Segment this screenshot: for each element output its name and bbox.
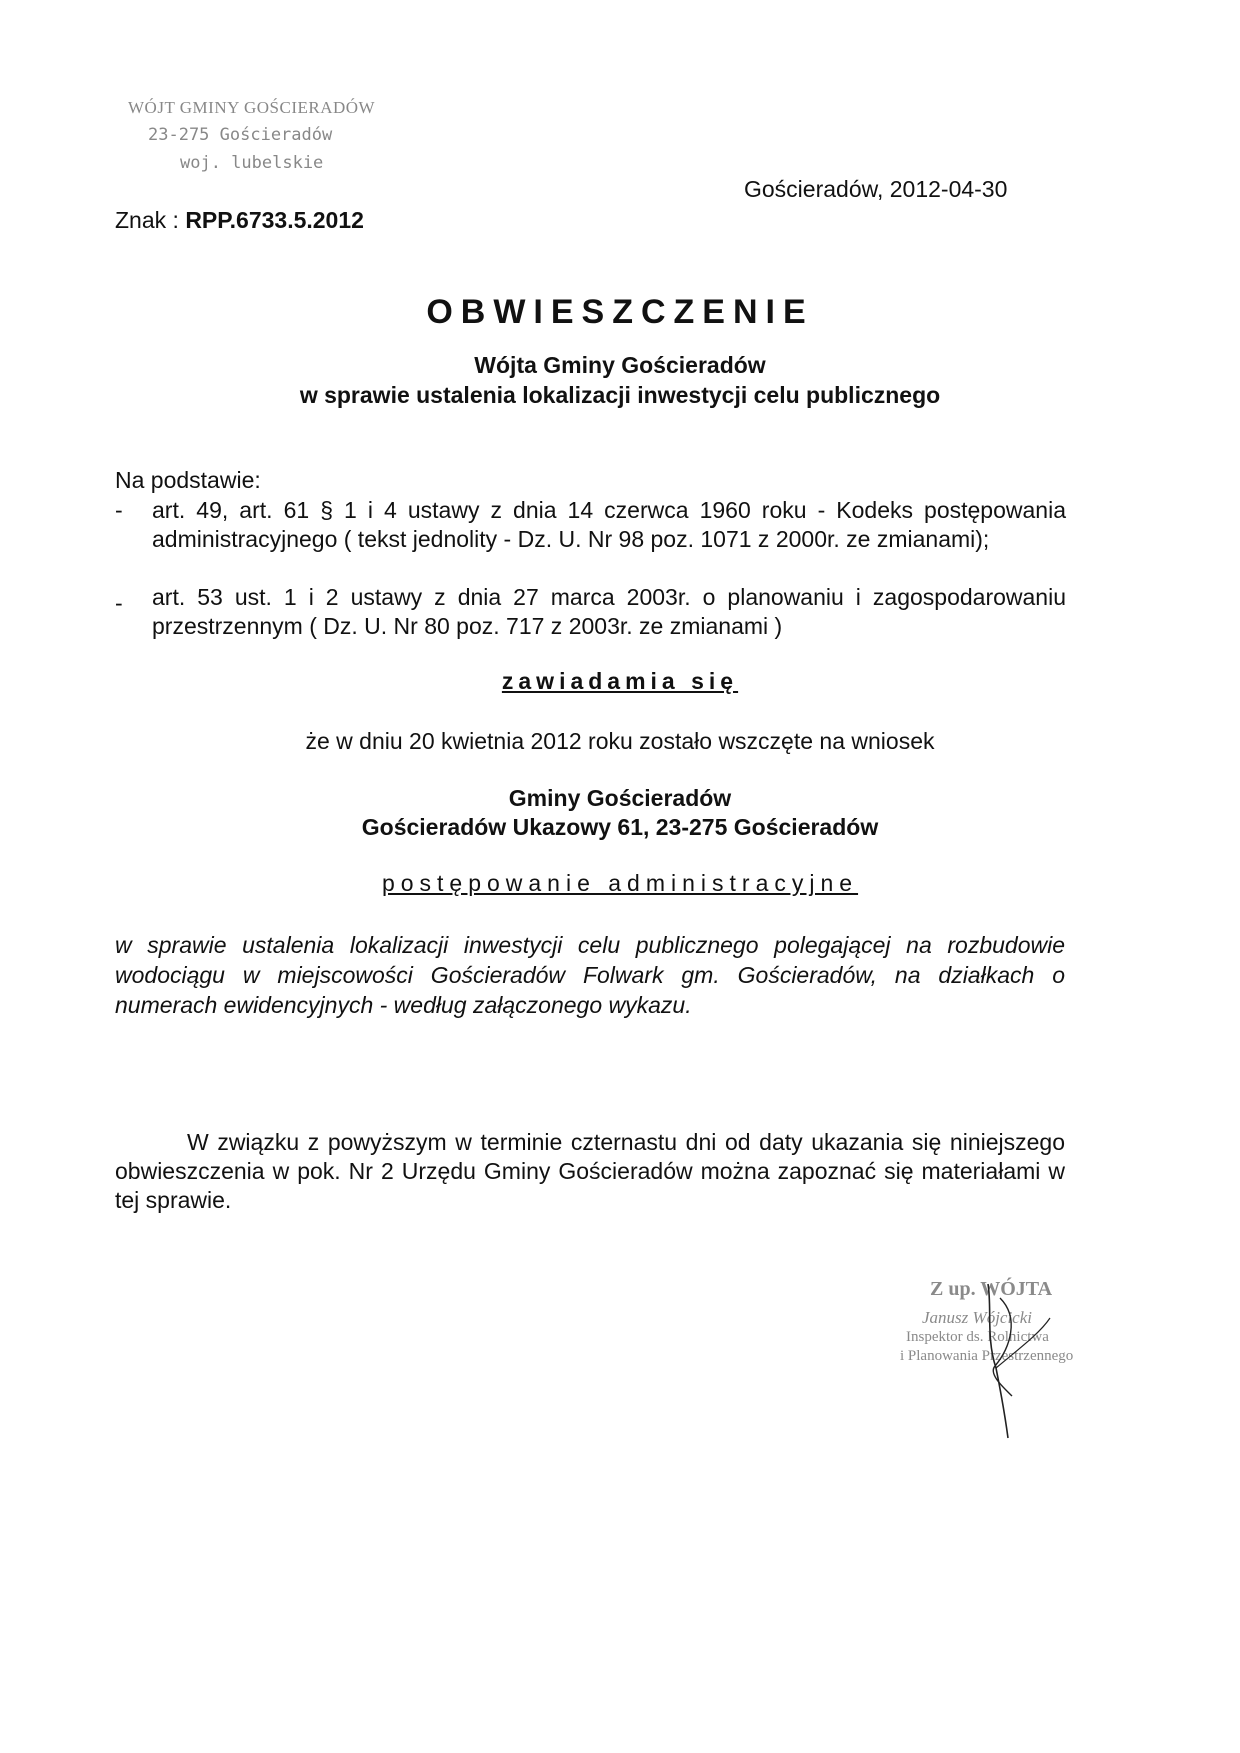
legal-basis-item: art. 49, art. 61 § 1 i 4 ustawy z dnia 14 czerwca 1960 roku - Kodeks postępowania administracyjnego ( tekst jednolity - Dz. U. Nr 98 poz. 1071 z 2000r. ze zmianami); — [152, 497, 1066, 552]
subtitle-subject: w sprawie ustalenia lokalizacji inwestycji celu publicznego — [299, 382, 941, 408]
proceeding-subject: w sprawie ustalenia lokalizacji inwestycji celu publicznego polegającej na rozbudowie wodociągu w miejscowości Gościeradów Folwark gm. Gościeradów, na działkach o numerach ewidencyjnych - według załączonego wykazu. — [115, 932, 1065, 1018]
stamp-line-office: WÓJT GMINY GOŚCIERADÓW — [128, 98, 376, 117]
list-dash: - — [115, 590, 123, 616]
reference-number — [115, 207, 364, 234]
place-date: Gościeradów, 2012-04-30 — [744, 176, 1008, 202]
applicant-name: Gminy Gościeradów — [508, 785, 732, 811]
handwritten-signature-icon — [900, 1278, 1130, 1458]
notice-heading: zawiadamia się — [501, 668, 739, 694]
signature-authority: Z up. WÓJTA — [930, 1278, 1053, 1300]
signature-name: Janusz Wójcicki — [922, 1308, 1032, 1327]
legal-basis-intro: Na podstawie: — [115, 467, 261, 493]
signature-stamp — [900, 1278, 1130, 1458]
document-title: OBWIESZCZENIE — [426, 293, 814, 331]
reference-label: Znak : — [115, 207, 186, 233]
legal-basis-item: art. 53 ust. 1 i 2 ustawy z dnia 27 marca 2003r. o planowaniu i zagospodarowaniu przestrzennym ( Dz. U. Nr 80 poz. 717 z 2003r. ze zmianami ) — [152, 584, 1066, 639]
signature-department: i Planowania Przestrzennego — [900, 1348, 1074, 1364]
list-dash: - — [115, 497, 123, 523]
notice-started-line: że w dniu 20 kwietnia 2012 roku zostało wszczęte na wniosek — [305, 728, 935, 754]
applicant-address: Gościeradów Ukazowy 61, 23-275 Gościeradów — [361, 814, 879, 840]
stamp-line-voivodeship: woj. lubelskie — [180, 153, 324, 173]
stamp-line-postcode: 23-275 Gościeradów — [148, 125, 333, 145]
final-paragraph: W związku z powyższym w terminie czternastu dni od daty ukazania się niniejszego obwieszczenia w pok. Nr 2 Urzędu Gminy Gościeradów można zapoznać się materiałami w tej sprawie. — [115, 1129, 1065, 1213]
reference-value: RPP.6733.5.2012 — [185, 207, 364, 233]
proceeding-heading: postępowanie administracyjne — [381, 870, 859, 896]
subtitle-issuer: Wójta Gminy Gościeradów — [474, 352, 766, 378]
signature-position: Inspektor ds. Rolnictwa — [906, 1329, 1049, 1345]
